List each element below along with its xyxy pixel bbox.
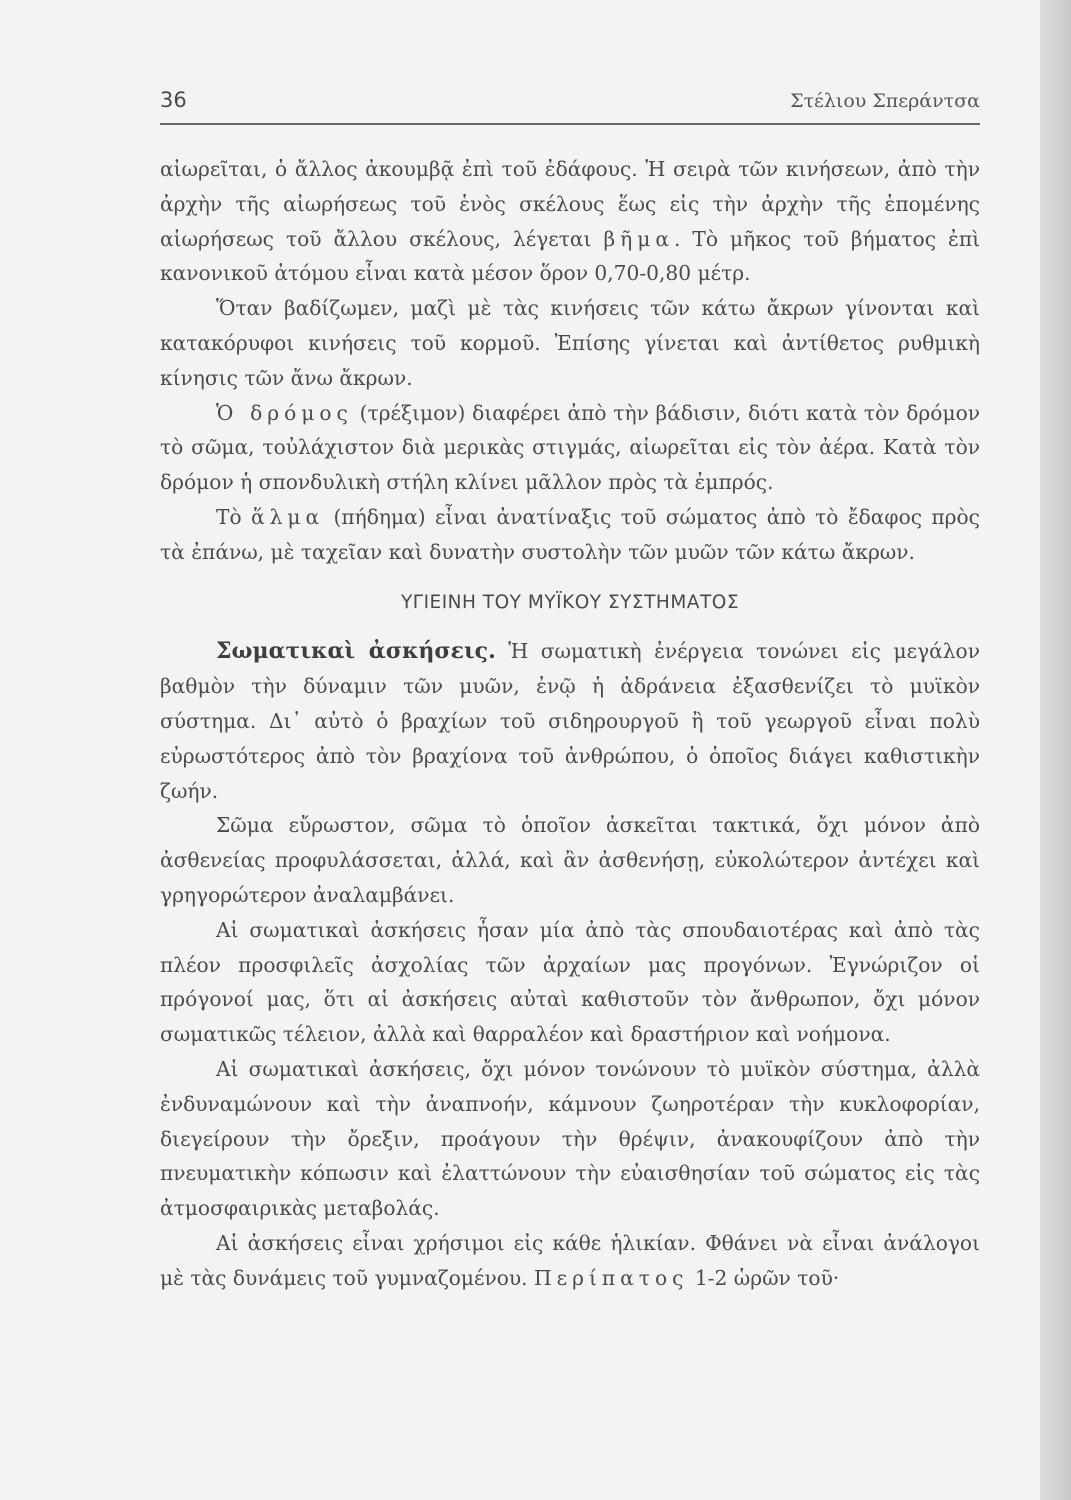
paragraph: Αἱ ἀσκήσεις εἶναι χρήσιμοι εἰς κάθε ἡλικίαν. Φθάνει νὰ εἶναι ἀνάλογοι μὲ τὰς δυνάμεις τοῦ γυμναζομένου. Περίπατος 1-2 ὡρῶν τοῦ· <box>160 1230 980 1290</box>
page-edge <box>1040 0 1071 1500</box>
page-header <box>160 88 980 122</box>
body-text <box>160 152 980 1296</box>
paragraph: Ὅταν βαδίζωμεν, μαζὶ μὲ τὰς κινήσεις τῶν κάτω ἄκρων γίνονται καὶ κατακόρυφοι κινήσεις τοῦ κορμοῦ. Ἐπίσης γίνεται καὶ ἀντίθετος ρυθμικὴ κίνησις τῶν ἄνω ἄκρων. <box>160 296 980 390</box>
paragraph: Σῶμα εὔρωστον, σῶμα τὸ ὁποῖον ἀσκεῖται τακτικά, ὄχι μόνον ἀπὸ ἀσθενείας προφυλάσσεται, ἀλλά, καὶ ἂν ἀσθενήσῃ, εὐκολώτερον ἀντέχει καὶ γρηγορώτερον ἀναλαμβάνει. <box>160 813 980 907</box>
running-head: Στέλιου Σπεράντσα <box>790 90 980 112</box>
section-heading: ΥΓΙΕΙΝΗ ΤΟΥ ΜΥΪΚΟΥ ΣΥΣΤΗΜΑΤΟΣ <box>400 591 740 613</box>
spaced-term: βῆμα <box>603 226 674 251</box>
bold-lead-term: Σωματικαὶ ἀσκήσεις. <box>216 638 496 665</box>
header-rule <box>160 123 980 125</box>
paragraph: Τὸ ἅλμα (πήδημα) εἶναι ἀνατίναξις τοῦ σώματος ἀπὸ τὸ ἔδαφος πρὸς τὰ ἐπάνω, μὲ ταχεῖαν καὶ δυνατὴν συστολὴν τῶν μυῶν τῶν κάτω ἄκρων. <box>160 504 980 564</box>
paragraph: Αἱ σωματικαὶ ἀσκήσεις ἦσαν μία ἀπὸ τὰς σπουδαιοτέρας καὶ ἀπὸ τὰς πλέον προσφιλεῖς ἀσχολίας τῶν ἀρχαίων μας προγόνων. Ἐγνώριζον οἱ πρόγονοί μας, ὅτι αἱ ἀσκήσεις αὐταὶ καθιστοῦν τὸν ἄνθρωπον, ὄχι μόνον σωματικῶς τέλειον, ἀλλὰ καὶ θαρραλέον καὶ δραστήριον καὶ νοήμονα. <box>160 917 980 1047</box>
spaced-term: Περίπατος <box>534 1265 689 1290</box>
spaced-term: ἅλμα <box>250 504 325 529</box>
paragraph: Ὁ δρόμος (τρέξιμον) διαφέρει ἀπὸ τὴν βάδισιν, διότι κατὰ τὸν δρόμον τὸ σῶμα, τοὐλάχιστον διὰ μερικὰς στιγμάς, αἰωρεῖται εἰς τὸν ἀέρα. Κατὰ τὸν δρόμον ἡ σπονδυλικὴ στήλη κλίνει μᾶλλον πρὸς τὰ ἐμπρός. <box>160 400 980 495</box>
page-number: 36 <box>160 88 187 112</box>
spaced-term: Ὁ δρόμος <box>216 400 353 425</box>
paragraph: Αἱ σωματικαὶ ἀσκήσεις, ὄχι μόνον τονώνουν τὸ μυϊκὸν σύστημα, ἀλλὰ ἐνδυναμώνουν καὶ τὴν ἀναπνοήν, κάμνουν ζωηροτέραν τὴν κυκλοφορίαν, διεγείρουν τὴν ὄρεξιν, προάγουν τὴν θρέψιν, ἀνακουφίζουν ἀπὸ τὴν πνευματικὴν κόπωσιν καὶ ἐλαττώνουν τὴν εὐαισθησίαν τοῦ σώματος εἰς τὰς ἀτμοσφαιρικὰς μεταβολάς. <box>160 1056 980 1221</box>
paragraph: αἰωρεῖται, ὁ ἄλλος ἀκουμβᾷ ἐπὶ τοῦ ἐδάφους. Ἡ σειρὰ τῶν κινήσεων, ἀπὸ τὴν ἀρχὴν τῆς αἰωρήσεως τοῦ ἑνὸς σκέλους ἕως εἰς τὴν ἀρχὴν τῆς ἑπομένης αἰωρήσεως τοῦ ἄλλου σκέλους, λέγεται βῆμα. Τὸ μῆκος τοῦ βήματος ἐπὶ κανονικοῦ ἀτόμου εἶναι κατὰ μέσον ὅρον 0,70-0,80 μέτρ. <box>160 157 980 286</box>
paragraph: Σωματικαὶ ἀσκήσεις. Ἡ σωματικὴ ἐνέργεια τονώνει εἰς μεγάλον βαθμὸν τὴν δύναμιν τῶν μυῶν, ἐνῷ ἡ ἀδράνεια ἐξασθενίζει τὸ μυϊκὸν σύστημα. Δι᾽ αὐτὸ ὁ βραχίων τοῦ σιδηρουργοῦ ἢ τοῦ γεωργοῦ εἶναι πολὺ εὐρωστότερος ἀπὸ τὸν βραχίονα τοῦ ἀνθρώπου, ὁ ὁποῖος διάγει καθιστικὴν ζωήν. <box>160 638 980 803</box>
